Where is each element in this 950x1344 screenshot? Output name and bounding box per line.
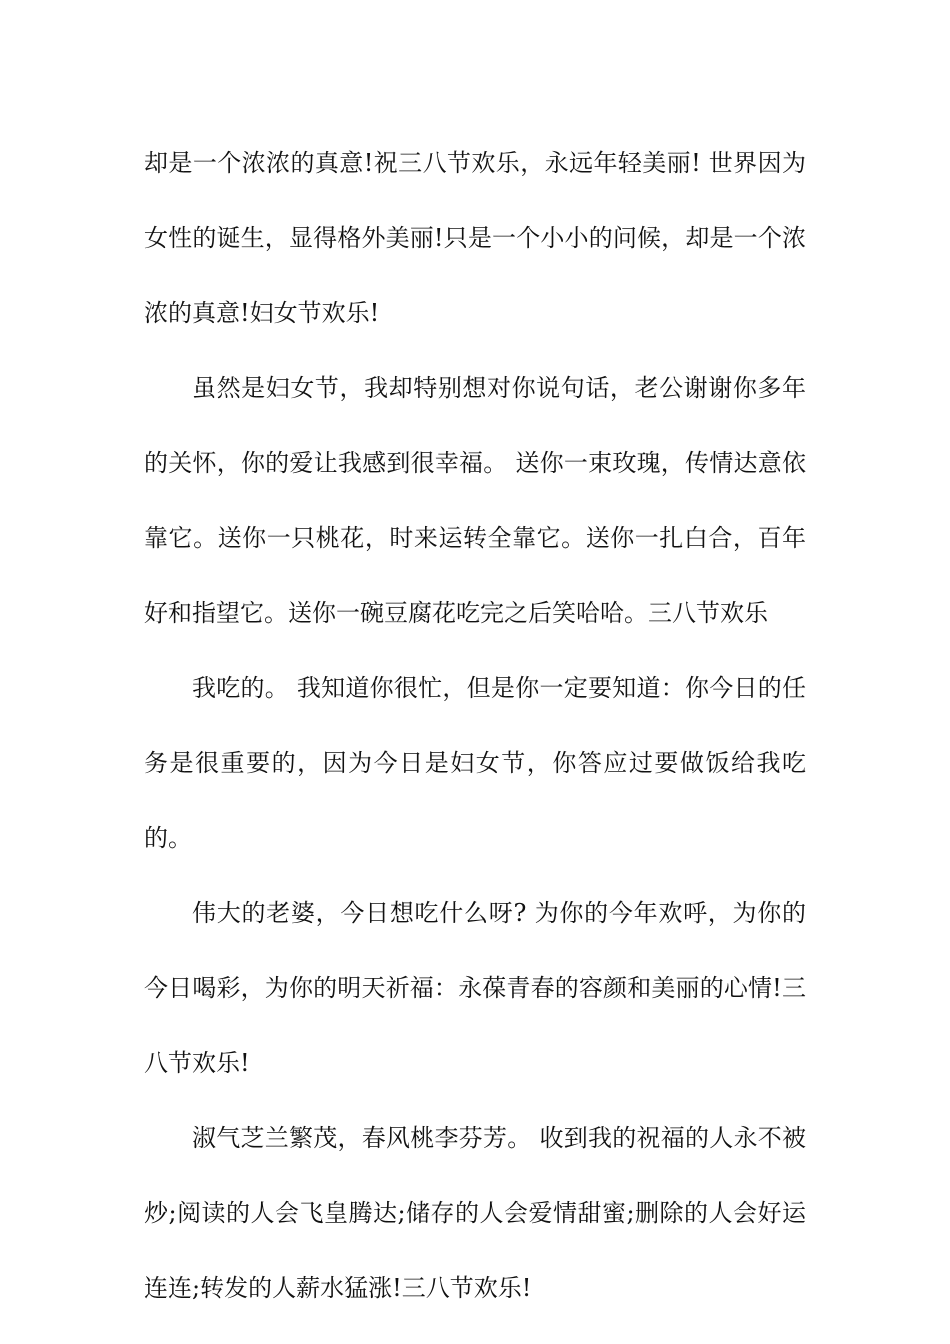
paragraph-1: 却是一个浓浓的真意!祝三八节欢乐，永远年轻美丽! 世界因为女性的诞生，显得格外美丽!只是一个小小的问候，却是一个浓浓的真意!妇女节欢乐! bbox=[144, 149, 806, 327]
document-body bbox=[144, 126, 806, 1326]
paragraph-3: 我吃的。 我知道你很忙，但是你一定要知道：你今日的任务是很重要的，因为今日是妇女节，你答应过要做饭给我吃的。 bbox=[144, 674, 806, 852]
paragraph-4: 伟大的老婆，今日想吃什么呀? 为你的今年欢呼，为你的今日喝彩，为你的明天祈福：永葆青春的容颜和美丽的心情!三八节欢乐! bbox=[144, 899, 806, 1077]
paragraph-5: 淑气芝兰繁茂，春风桃李芬芳。 收到我的祝福的人永不被炒;阅读的人会飞皇腾达;储存的人会爱情甜蜜;删除的人会好运连连;转发的人薪水猛涨!三八节欢乐! bbox=[144, 1124, 806, 1302]
paragraph-2: 虽然是妇女节，我却特别想对你说句话，老公谢谢你多年的关怀，你的爱让我感到很幸福。 送你一束玫瑰，传情达意依靠它。送你一只桃花，时来运转全靠它。送你一扎白合，百年好和指望它。送你一碗豆腐花吃完之后笑哈哈。三八节欢乐 bbox=[144, 374, 806, 627]
